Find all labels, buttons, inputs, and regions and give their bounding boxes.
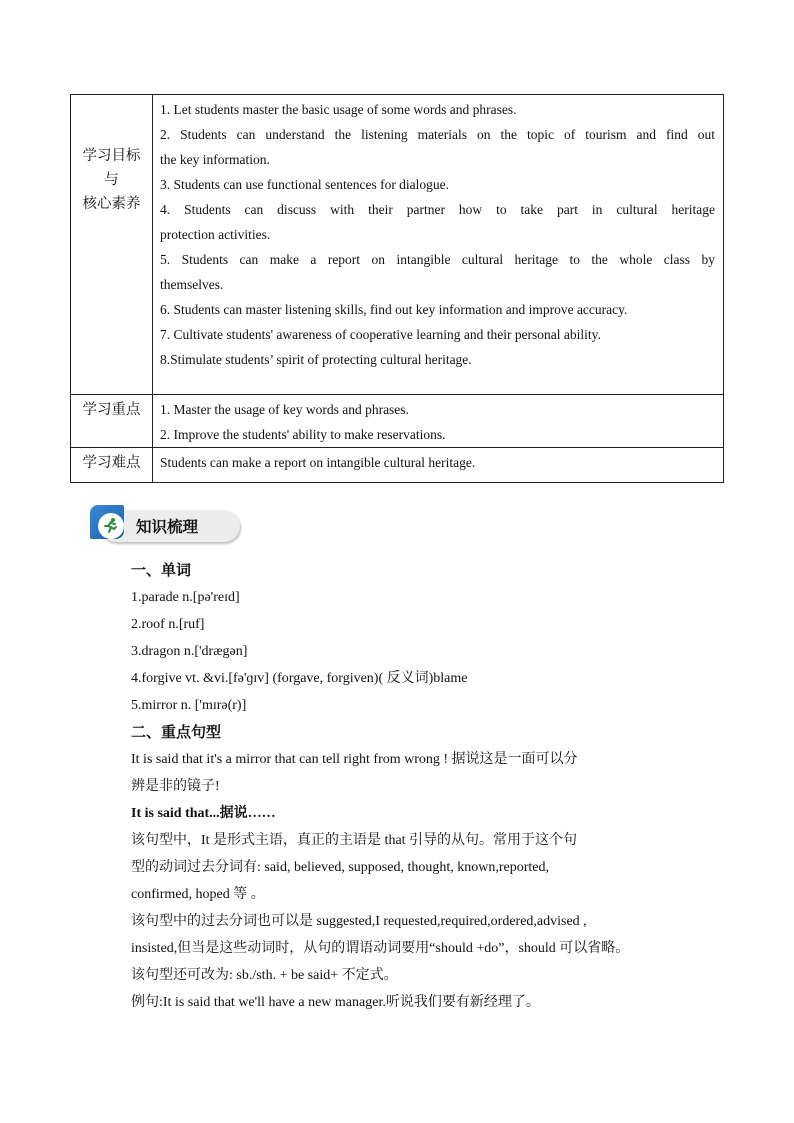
sentence-pattern: It is said that...据说…… [131, 806, 276, 821]
goals-content-cell [153, 95, 724, 395]
goal-item: 3. Students can use functional sentences for dialogue. [160, 177, 450, 192]
goal-item: 2. Students can understand the listening materials on the topic of tourism and find out [160, 127, 715, 142]
goal-item: the key information. [160, 152, 270, 167]
banner-title: 知识梳理 [136, 518, 199, 536]
word-item: 2.roof n.[ruf] [131, 617, 205, 632]
word-item: 1.parade n.[pə'reɪd] [131, 590, 240, 605]
goal-item: 5. Students can make a report on intangible cultural heritage to the whole class by [160, 252, 715, 267]
example-line: It is said that it's a mirror that can tell right from wrong ! 据说这是一面可以分 [131, 752, 578, 767]
goal-item: 4. Students can discuss with their partner how to take part in cultural heritage [160, 202, 715, 217]
explanation-line: confirmed, hoped 等 。 [131, 887, 265, 902]
goal-item: 1. Let students master the basic usage of some words and phrases. [160, 102, 517, 117]
explanation-line: insisted,但当是这些动词时，从句的谓语动词要用“should +do”，should 可以省略。 [131, 941, 630, 956]
difficulty-content-cell [153, 448, 724, 483]
running-figure-icon [98, 513, 124, 539]
goals-label-line1: 学习目标 [82, 148, 141, 164]
section2-heading: 二、重点句型 [131, 723, 222, 741]
vocabulary-section [131, 557, 676, 1016]
focus-item: 2. Improve the students' ability to make reservations. [160, 427, 446, 442]
explanation-line: 型的动词过去分词有: said, believed, supposed, thought, known,reported, [131, 860, 550, 875]
word-item: 5.mirror n. ['mɪrə(r)] [131, 698, 247, 713]
example-sentence: 例句:It is said that we'll have a new manager.听说我们要有新经理了。 [131, 995, 540, 1010]
difficulty-text: Students can make a report on intangible cultural heritage. [160, 455, 476, 470]
section1-heading: 一、单词 [131, 561, 192, 579]
focus-content-cell [153, 395, 724, 448]
goals-label-cell [71, 95, 153, 395]
goal-item: 8.Stimulate students’ spirit of protecting cultural heritage. [160, 352, 472, 367]
goal-item: 6. Students can master listening skills, find out key information and improve accuracy. [160, 302, 628, 317]
goal-item: protection activities. [160, 227, 271, 242]
banner-icon-frame [90, 505, 124, 539]
goals-label-line2: 与 [104, 172, 119, 188]
goal-item: 7. Cultivate students' awareness of cooperative learning and their personal ability. [160, 327, 601, 342]
difficulty-row [71, 448, 724, 483]
learning-objectives-table [70, 94, 724, 483]
section-banner [90, 505, 242, 543]
example-line: 辨是非的镜子! [131, 779, 220, 794]
explanation-line: 该句型还可改为: sb./sth. + be said+ 不定式。 [131, 968, 398, 983]
word-item: 3.dragon n.['drægən] [131, 644, 248, 659]
focus-row [71, 395, 724, 448]
goal-item: themselves. [160, 277, 224, 292]
explanation-line: 该句型中，It 是形式主语，真正的主语是 that 引导的从句。常用于这个句 [131, 833, 578, 848]
focus-item: 1. Master the usage of key words and phrases. [160, 402, 409, 417]
goals-row [71, 95, 724, 395]
focus-label: 学习重点 [71, 395, 153, 448]
explanation-line: 该句型中的过去分词也可以是 suggested,I requested,required,ordered,advised , [131, 914, 587, 929]
difficulty-label: 学习难点 [71, 448, 153, 483]
word-item: 4.forgive vt. &vi.[fə'ɡɪv] (forgave, forgiven)( 反义词)blame [131, 671, 468, 686]
goals-label-line3: 核心素养 [82, 196, 141, 212]
